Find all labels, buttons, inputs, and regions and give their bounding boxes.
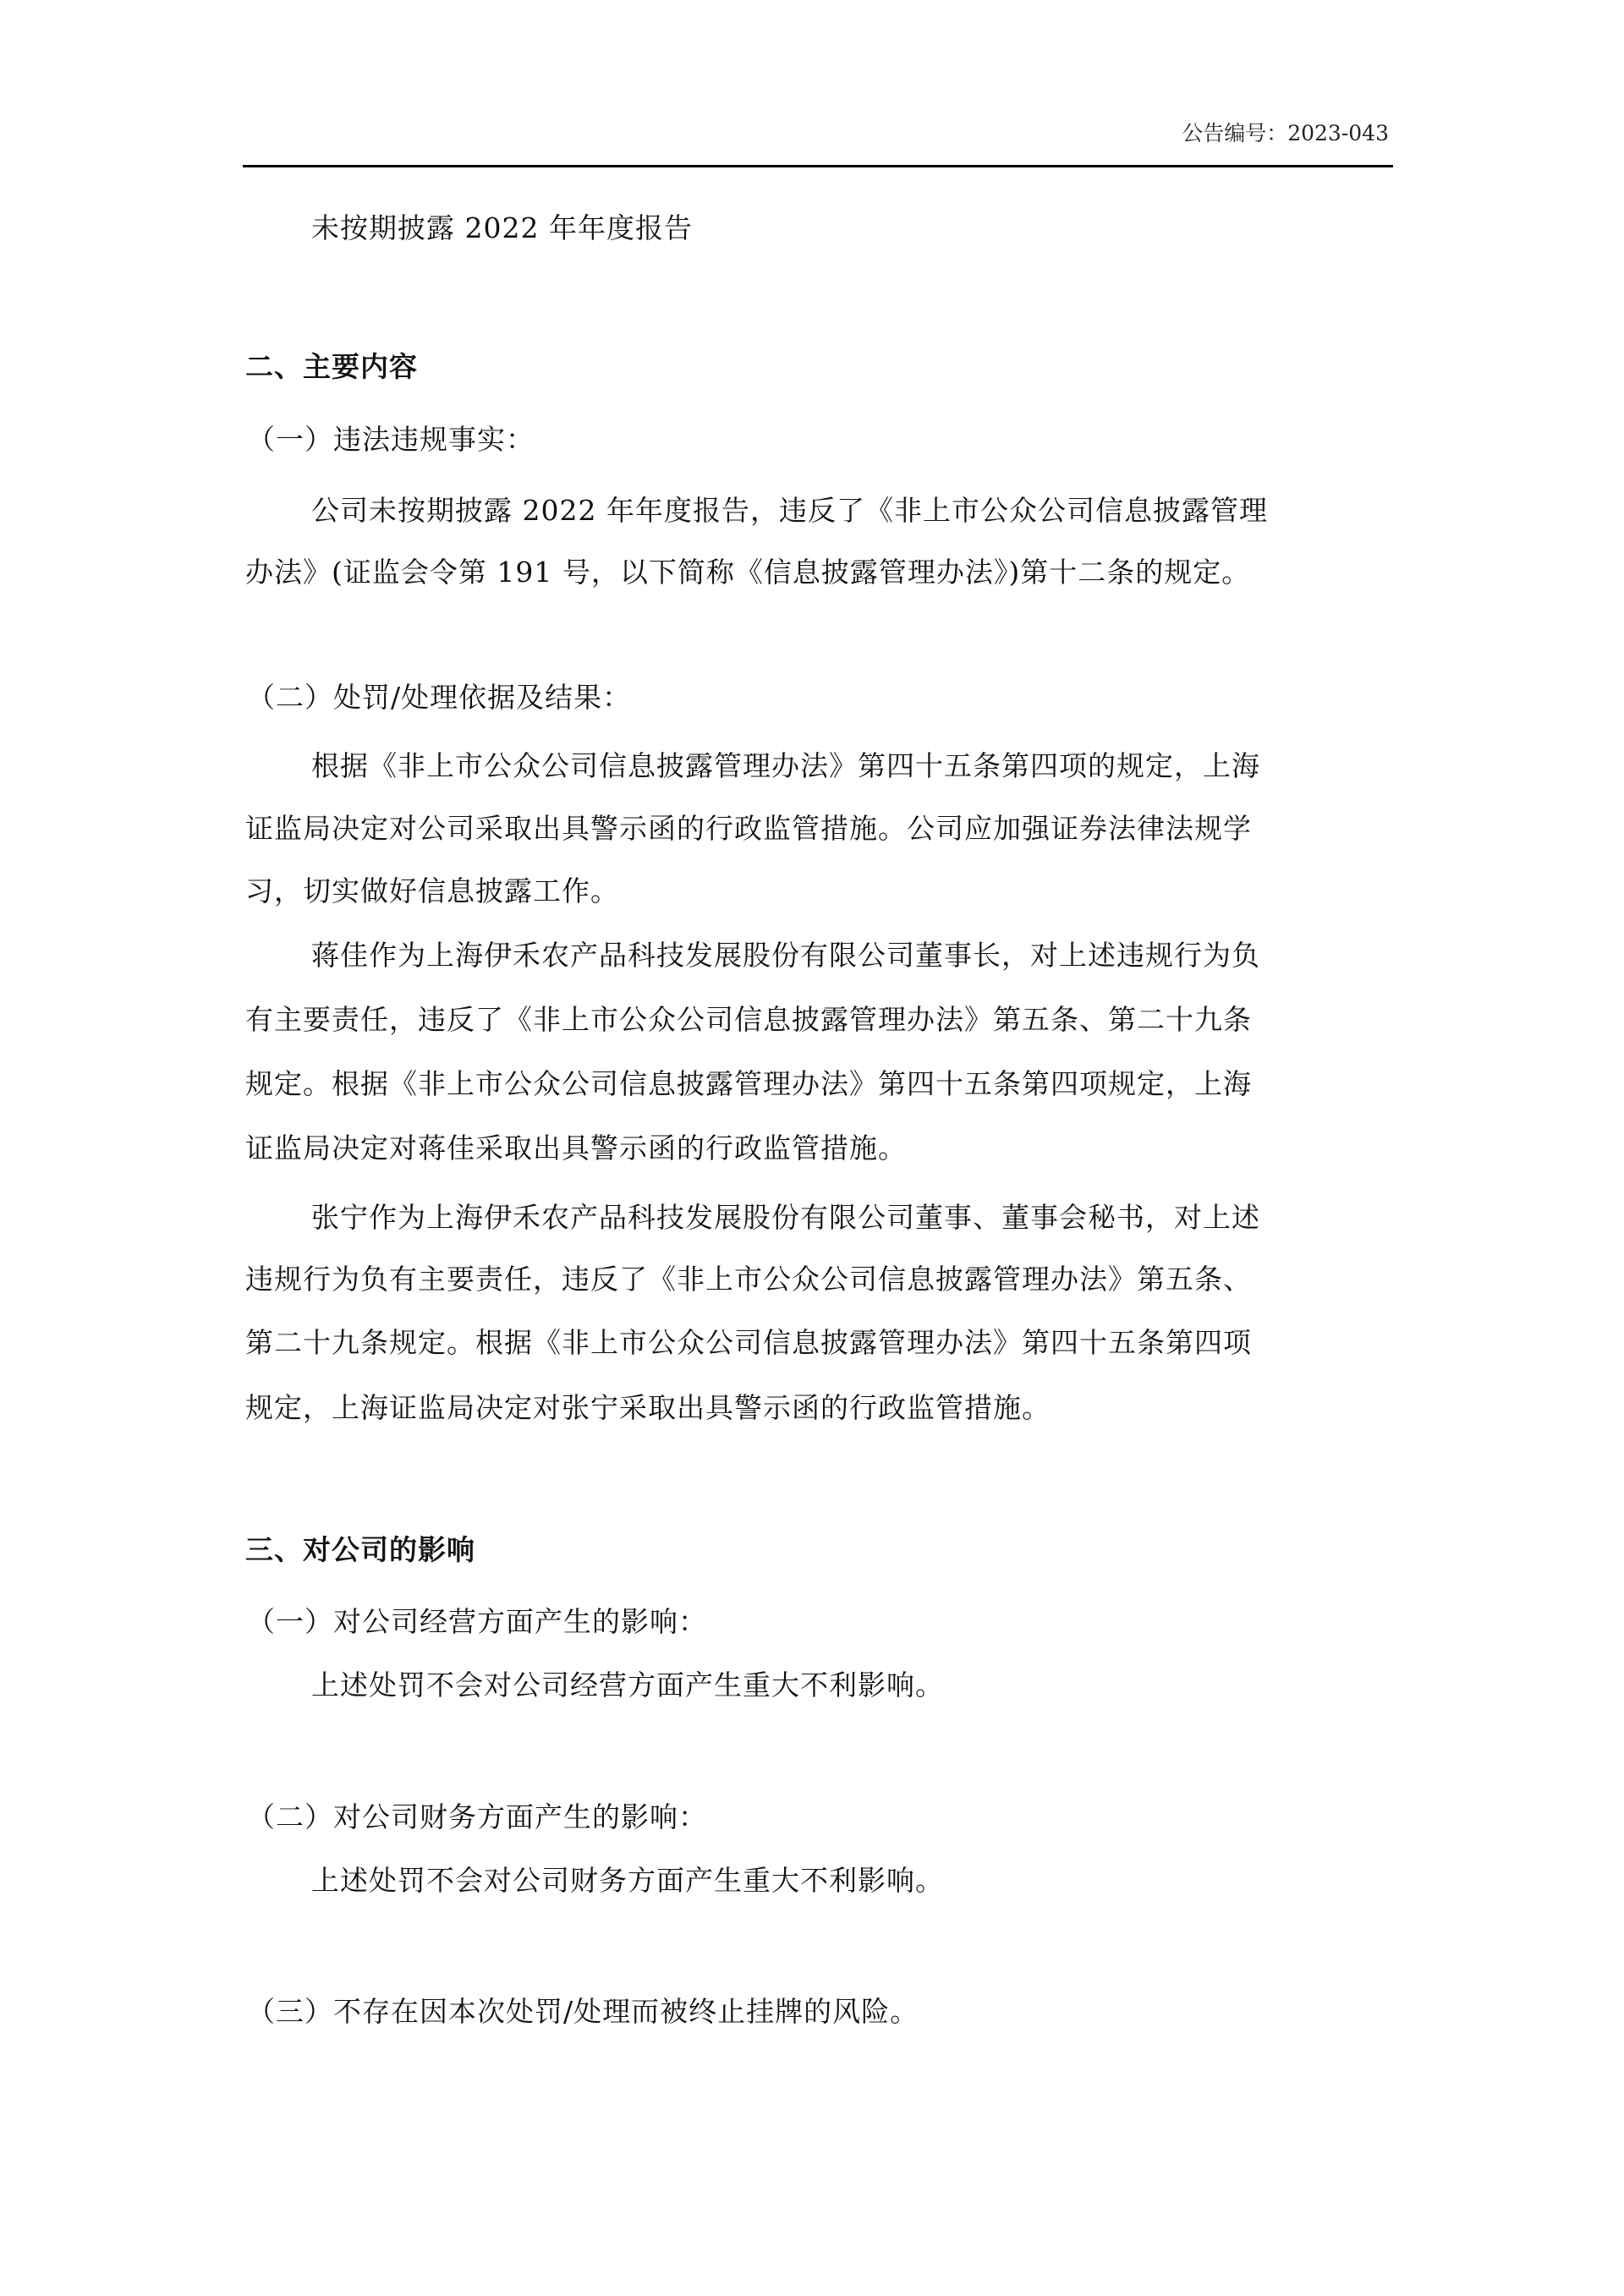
paragraph-line: 张宁作为上海伊禾农产品科技发展股份有限公司董事、董事会秘书，对上述 [311, 1201, 1260, 1234]
paragraph-line: 蒋佳作为上海伊禾农产品科技发展股份有限公司董事长，对上述违规行为负 [311, 939, 1260, 972]
paragraph-line: 第二十九条规定。根据《非上市公众公司信息披露管理办法》第四十五条第四项 [245, 1326, 1252, 1359]
paragraph-line: 上述处罚不会对公司财务方面产生重大不利影响。 [311, 1864, 944, 1897]
header-divider [243, 165, 1393, 167]
section-title-main-content: 二、主要内容 [245, 350, 418, 383]
subsection-title-delisting-risk: （三）不存在因本次处罚/处理而被终止挂牌的风险。 [247, 1995, 919, 2028]
section-title-impact: 三、对公司的影响 [245, 1533, 475, 1566]
paragraph-line: 规定。根据《非上市公众公司信息披露管理办法》第四十五条第四项规定，上海 [245, 1067, 1252, 1100]
subsection-title-operations-impact: （一）对公司经营方面产生的影响： [247, 1605, 707, 1638]
paragraph-line: 证监局决定对蒋佳采取出具警示函的行政监管措施。 [245, 1132, 907, 1164]
paragraph-line: 上述处罚不会对公司经营方面产生重大不利影响。 [311, 1669, 944, 1701]
paragraph-line: 公司未按期披露 2022 年年度报告，违反了《非上市公众公司信息披露管理 [311, 494, 1268, 527]
paragraph-line: 办法》(证监会令第 191 号，以下简称《信息披露管理办法》)第十二条的规定。 [245, 556, 1251, 589]
paragraph-line: 违规行为负有主要责任，违反了《非上市公众公司信息披露管理办法》第五条、 [245, 1263, 1252, 1296]
announcement-number: 公告编号：2023-043 [1182, 121, 1389, 145]
paragraph-line: 证监局决定对公司采取出具警示函的行政监管措施。公司应加强证券法律法规学 [245, 812, 1252, 845]
intro-line: 未按期披露 2022 年年度报告 [311, 211, 693, 244]
subsection-title-penalty-basis: （二）处罚/处理依据及结果： [247, 681, 632, 714]
paragraph-line: 有主要责任，违反了《非上市公众公司信息披露管理办法》第五条、第二十九条 [245, 1003, 1252, 1036]
subsection-title-finance-impact: （二）对公司财务方面产生的影响： [247, 1800, 707, 1833]
subsection-title-violation-facts: （一）违法违规事实： [247, 423, 535, 456]
paragraph-line: 根据《非上市公众公司信息披露管理办法》第四十五条第四项的规定，上海 [311, 749, 1260, 782]
paragraph-line: 规定，上海证监局决定对张宁采取出具警示函的行政监管措施。 [245, 1391, 1051, 1424]
paragraph-line: 习，切实做好信息披露工作。 [245, 874, 619, 907]
